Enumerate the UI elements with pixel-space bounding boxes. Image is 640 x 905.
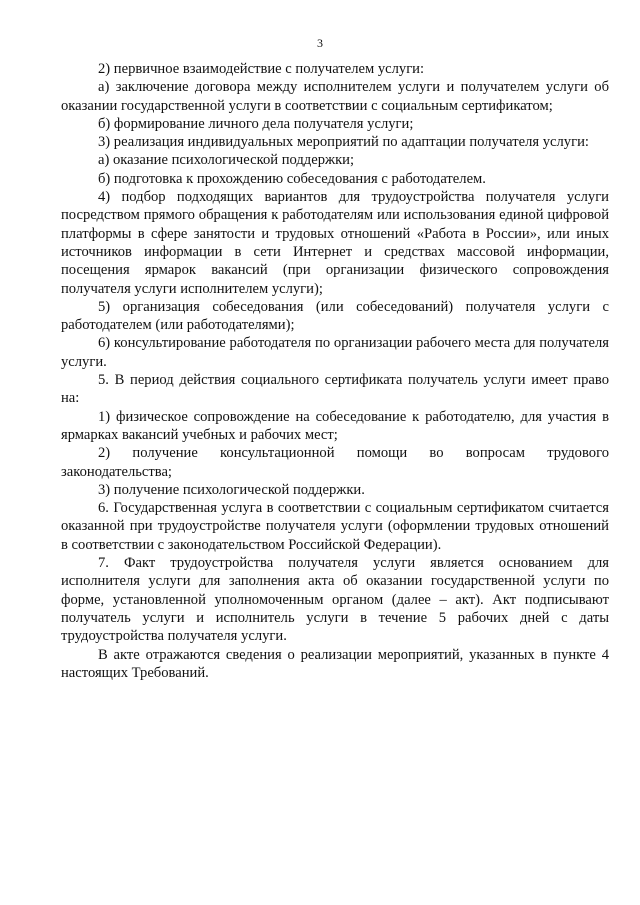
paragraph-employment-act: 7. Факт трудоустройства получателя услуги является основанием для исполнителя услуги для заполнения акта об оказании государственной услуги по форме, установленной уполномоченным органом (далее – акт). Акт подписывают получатель услуги и исполнитель услуги в течение 5 рабочих дней с даты трудоустройства получателя услуги. (61, 555, 609, 645)
paragraph-interview-preparation: б) подготовка к прохождению собеседования с работодателем. (98, 170, 486, 187)
paragraph-service-completion: 6. Государственная услуга в соответствии с социальным сертификатом считается оказанной при трудоустройстве получателя услуги (оформлении трудовых отношений в соответствии с законодательством Российской Федерации). (61, 500, 609, 553)
paragraph-psychological-support: а) оказание психологической поддержки; (98, 152, 355, 169)
document-body (61, 60, 609, 682)
paragraph-contract-conclusion: а) заключение договора между исполнителем услуги и получателем услуги об оказании государственной услуги в соответствии с социальным сертификатом; (61, 79, 609, 114)
paragraph-employer-consulting: 6) консультирование работодателя по организации рабочего места для получателя услуги. (61, 335, 609, 370)
page-number: 3 (317, 36, 323, 50)
paragraph-personal-file: б) формирование личного дела получателя услуги; (98, 115, 414, 132)
paragraph-physical-accompaniment: 1) физическое сопровождение на собеседование к работодателю, для участия в ярмарках вакансий учебных и рабочих мест; (61, 408, 609, 443)
paragraph-job-search: 4) подбор подходящих вариантов для трудоустройства получателя услуги посредством прямого обращения к работодателям или использования единой цифровой платформы в сфере занятости и трудовых отношений «Работа в России», или иных источников информации в сети Интернет и средствах массовой информации, посещения ярмарок вакансий (при организации физического сопровождения получателя услуги исполнителем услуги); (61, 189, 609, 297)
paragraph-recipient-rights: 5. В период действия социального сертификата получатель услуги имеет право на: (61, 372, 609, 407)
paragraph-primary-interaction: 2) первичное взаимодействие с получателем услуги: (98, 61, 425, 77)
paragraph-psychological-help: 3) получение психологической поддержки. (98, 481, 365, 498)
paragraph-interview-organization: 5) организация собеседования (или собеседований) получателя услуги с работодателем (или работодателями); (61, 298, 609, 334)
paragraph-legal-consultation: 2) получение консультационной помощи во вопросам трудового законодательства; (61, 445, 609, 480)
paragraph-act-contents: В акте отражаются сведения о реализации мероприятий, указанных в пункте 4 настоящих Требований. (61, 646, 609, 681)
paragraph-adaptation-measures: 3) реализация индивидуальных мероприятий по адаптации получателя услуги: (98, 134, 589, 151)
